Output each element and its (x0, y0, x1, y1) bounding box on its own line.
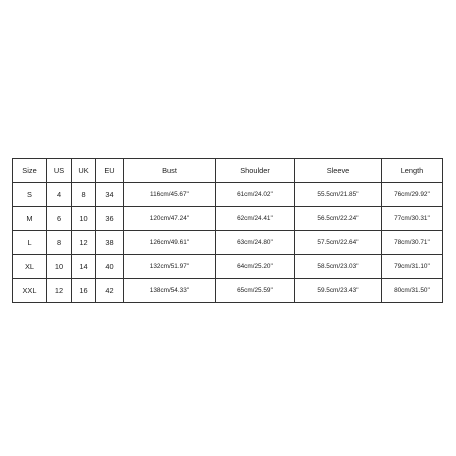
cell-size: S (13, 183, 47, 207)
cell-bust: 126cm/49.61'' (124, 231, 216, 255)
cell-size: L (13, 231, 47, 255)
cell-sleeve: 59.5cm/23.43'' (295, 279, 382, 303)
cell-sleeve: 57.5cm/22.64'' (295, 231, 382, 255)
header-sleeve: Sleeve (295, 159, 382, 183)
cell-length: 78cm/30.71'' (382, 231, 443, 255)
header-row (13, 159, 443, 183)
cell-shoulder: 63cm/24.80'' (216, 231, 295, 255)
table-row (13, 231, 443, 255)
table-row (13, 207, 443, 231)
cell-bust: 116cm/45.67'' (124, 183, 216, 207)
cell-sleeve: 58.5cm/23.03'' (295, 255, 382, 279)
cell-uk: 16 (72, 279, 96, 303)
header-bust: Bust (124, 159, 216, 183)
cell-eu: 38 (96, 231, 124, 255)
cell-length: 76cm/29.92'' (382, 183, 443, 207)
header-length: Length (382, 159, 443, 183)
header-shoulder: Shoulder (216, 159, 295, 183)
header-eu: EU (96, 159, 124, 183)
cell-eu: 42 (96, 279, 124, 303)
cell-length: 77cm/30.31'' (382, 207, 443, 231)
cell-eu: 40 (96, 255, 124, 279)
cell-sleeve: 56.5cm/22.24'' (295, 207, 382, 231)
cell-uk: 8 (72, 183, 96, 207)
cell-shoulder: 61cm/24.02'' (216, 183, 295, 207)
cell-bust: 132cm/51.97'' (124, 255, 216, 279)
cell-bust: 138cm/54.33'' (124, 279, 216, 303)
cell-size: XL (13, 255, 47, 279)
cell-eu: 34 (96, 183, 124, 207)
cell-shoulder: 65cm/25.59'' (216, 279, 295, 303)
size-chart-table (12, 158, 443, 303)
cell-bust: 120cm/47.24'' (124, 207, 216, 231)
cell-sleeve: 55.5cm/21.85'' (295, 183, 382, 207)
cell-eu: 36 (96, 207, 124, 231)
cell-us: 10 (47, 255, 72, 279)
cell-shoulder: 62cm/24.41'' (216, 207, 295, 231)
header-us: US (47, 159, 72, 183)
cell-length: 80cm/31.50'' (382, 279, 443, 303)
cell-shoulder: 64cm/25.20'' (216, 255, 295, 279)
header-uk: UK (72, 159, 96, 183)
cell-us: 6 (47, 207, 72, 231)
cell-us: 4 (47, 183, 72, 207)
table-row (13, 279, 443, 303)
table-row (13, 183, 443, 207)
cell-uk: 12 (72, 231, 96, 255)
cell-size: XXL (13, 279, 47, 303)
cell-us: 8 (47, 231, 72, 255)
cell-uk: 10 (72, 207, 96, 231)
cell-uk: 14 (72, 255, 96, 279)
cell-us: 12 (47, 279, 72, 303)
header-size: Size (13, 159, 47, 183)
cell-length: 79cm/31.10'' (382, 255, 443, 279)
cell-size: M (13, 207, 47, 231)
table-row (13, 255, 443, 279)
